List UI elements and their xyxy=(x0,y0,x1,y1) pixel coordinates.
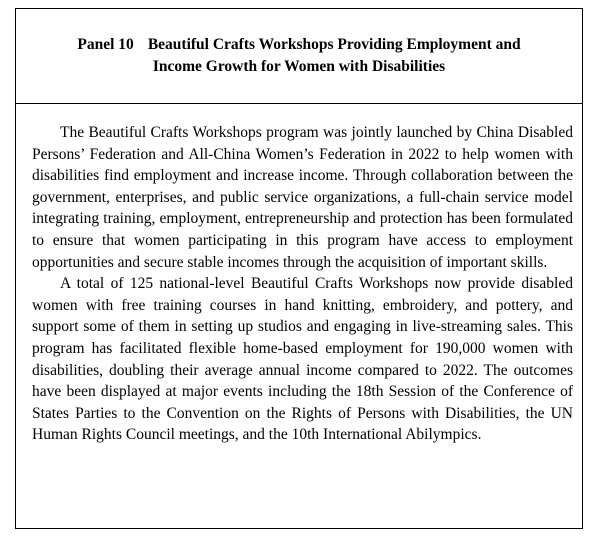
body-paragraph-1: The Beautiful Crafts Workshops program was jointly launched by China Disabled Persons’ Federation and All-China Women’s Federation in 2022 to help women with disabilities find employment and increase income. Through collaboration between the government, enterprises, and public service organizations, a full-chain service model integrating training, employment, entrepreneurship and protection has been formulated to ensure that women participating in this program have access to employment opportunities and secure stable incomes through the acquisition of important skills. xyxy=(32,124,573,271)
panel-title xyxy=(77,34,520,78)
panel-title-line2: Income Growth for Women with Disabilities xyxy=(152,58,446,75)
panel-body xyxy=(16,104,582,446)
panel-box xyxy=(15,8,583,529)
panel-label: Panel 10 xyxy=(77,36,134,53)
panel-title-line1: Beautiful Crafts Workshops Providing Employment and xyxy=(147,36,521,53)
panel-header xyxy=(16,9,582,104)
body-paragraph-2: A total of 125 national-level Beautiful Crafts Workshops now provide disabled women with free training courses in hand knitting, embroidery, and pottery, and support some of them in setting up studios and engaging in live-streaming sales. This program has facilitated flexible home-based employment for 190,000 women with disabilities, doubling their average annual income compared to 2022. The outcomes have been displayed at major events including the 18th Session of the Conference of States Parties to the Convention on the Rights of Persons with Disabilities, the UN Human Rights Council meetings, and the 10th International Abilympics. xyxy=(32,275,573,444)
